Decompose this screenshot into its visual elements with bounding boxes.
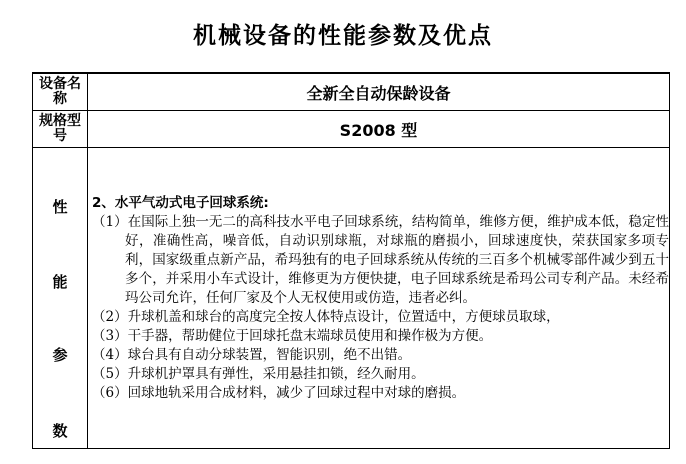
- table-row: [33, 148, 670, 449]
- performance-label-char: 性: [52, 198, 68, 216]
- table-row: [33, 111, 670, 148]
- table-row: [33, 73, 670, 111]
- list-item: （6）回球地轨采用合成材料，减少了回球过程中对球的磨损。: [92, 384, 466, 401]
- performance-label-char: 能: [52, 273, 68, 291]
- section-heading: 2、水平气动式电子回球系统:: [92, 194, 269, 211]
- performance-label-char: 参: [52, 346, 68, 364]
- list-item: （4）球台具有自动分球装置，智能识别，绝不出错。: [92, 346, 412, 363]
- device-name-label: 设备名称: [33, 73, 88, 111]
- list-item: （1）在国际上独一无二的高科技水平电子回球系统，结构简单，维修方便，维护成本低，稳定性好，准确性高，噪音低，自动识别球瓶，对球瓶的磨损小，回球速度快，荣获国家多项专利，国家级重点新产品，希玛独有的电子回球系统从传统的三百多个机械零部件减少到五十多个，并采用小车式设计，维修更为方便快捷，电子回球系统是希玛公司专利产品。未经希玛公司允许，任何厂家及个人无权使用或仿造，违者必纠。: [92, 213, 669, 306]
- spec-table: [32, 72, 670, 449]
- list-item: （3）干手器，帮助健位于回球托盘末端球员使用和操作极为方便。: [92, 327, 493, 344]
- list-item: （5）升球机护罩具有弹性，采用悬挂扣锁，经久耐用。: [92, 365, 425, 382]
- list-item: （2）升球机盖和球台的高度完全按人体特点设计，位置适中，方便球员取球，: [92, 308, 560, 325]
- page-title: 机械设备的性能参数及优点: [193, 23, 493, 49]
- device-name-value: 全新全自动保龄设备: [88, 73, 670, 111]
- model-value: S2008 型: [88, 111, 670, 148]
- performance-label: [33, 148, 88, 449]
- model-label: 规格型号: [33, 111, 88, 148]
- performance-content: [88, 148, 670, 449]
- performance-label-char: 数: [52, 422, 68, 440]
